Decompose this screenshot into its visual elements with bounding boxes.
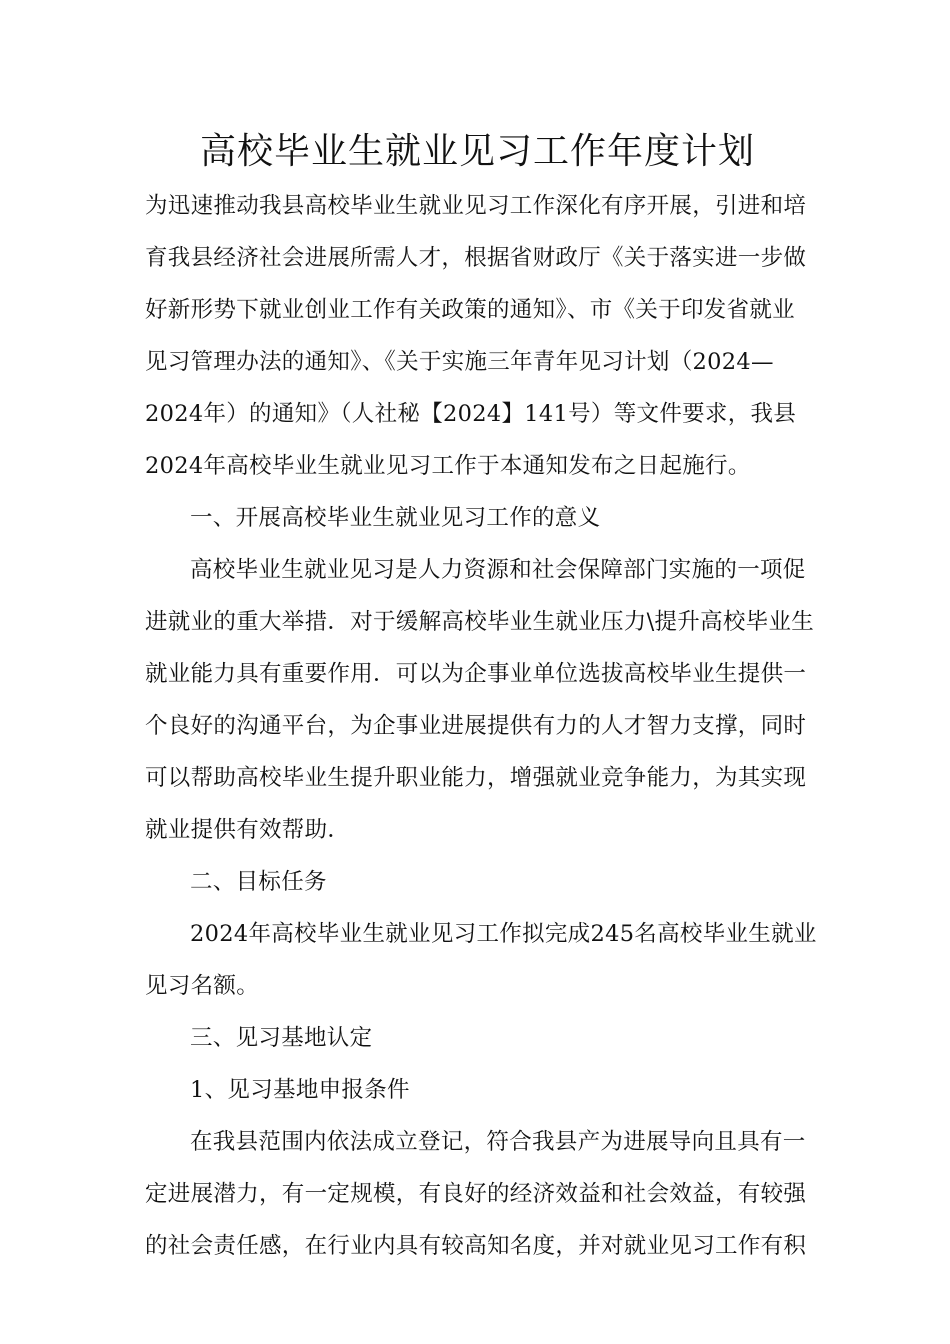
text-line: 见习管理办法的通知》、《关于实施三年青年见习计划（2024— — [145, 349, 774, 375]
text-line: 定进展潜力，有一定规模，有良好的经济效益和社会效益，有较强 — [145, 1181, 807, 1207]
text-line: 见习名额。 — [145, 973, 260, 999]
text-line: 在我县范围内依法成立登记，符合我县产为进展导向且具有一 — [190, 1129, 806, 1155]
section-heading: 三、见习基地认定 — [190, 1025, 373, 1051]
section1-paragraph — [145, 544, 815, 856]
section3-paragraph — [145, 1116, 810, 1272]
section-heading: 二、目标任务 — [190, 869, 327, 895]
text-line: 的社会责任感，在行业内具有较高知名度，并对就业见习工作有积 — [145, 1233, 807, 1259]
text-line: 就业提供有效帮助． — [145, 817, 351, 843]
text-line: 好新形势下就业创业工作有关政策的通知》、市《关于印发省就业 — [145, 297, 795, 323]
text-line: 个良好的沟通平台，为企事业进展提供有力的人才智力支撑，同时 — [145, 713, 807, 739]
text-line: 为迅速推动我县高校毕业生就业见习工作深化有序开展，引进和培 — [145, 193, 807, 219]
section-heading: 一、开展高校毕业生就业见习工作的意义 — [190, 505, 601, 531]
text-line: 可以帮助高校毕业生提升职业能力，增强就业竞争能力，为其实现 — [145, 765, 807, 791]
text-line: 就业能力具有重要作用．可以为企事业单位选拔高校毕业生提供一 — [145, 661, 807, 687]
text-line: 2024年）的通知》（人社秘【2024】141号）等文件要求，我县 — [145, 401, 797, 427]
document-page — [145, 126, 817, 1272]
text-line: 高校毕业生就业见习是人力资源和社会保障部门实施的一项促 — [190, 557, 806, 583]
document-title: 高校毕业生就业见习工作年度计划 — [199, 131, 755, 172]
text-line: 进就业的重大举措．对于缓解高校毕业生就业压力\提升高校毕业生 — [145, 609, 815, 635]
text-line: 育我县经济社会进展所需人才，根据省财政厅《关于落实进一步做 — [145, 245, 807, 271]
subsection-heading: 1、见习基地申报条件 — [190, 1077, 410, 1103]
text-line: 2024年高校毕业生就业见习工作于本通知发布之日起施行。 — [145, 453, 751, 479]
intro-paragraph — [145, 180, 810, 492]
section2-paragraph — [145, 908, 817, 1012]
text-line: 2024年高校毕业生就业见习工作拟完成245名高校毕业生就业 — [190, 921, 817, 947]
